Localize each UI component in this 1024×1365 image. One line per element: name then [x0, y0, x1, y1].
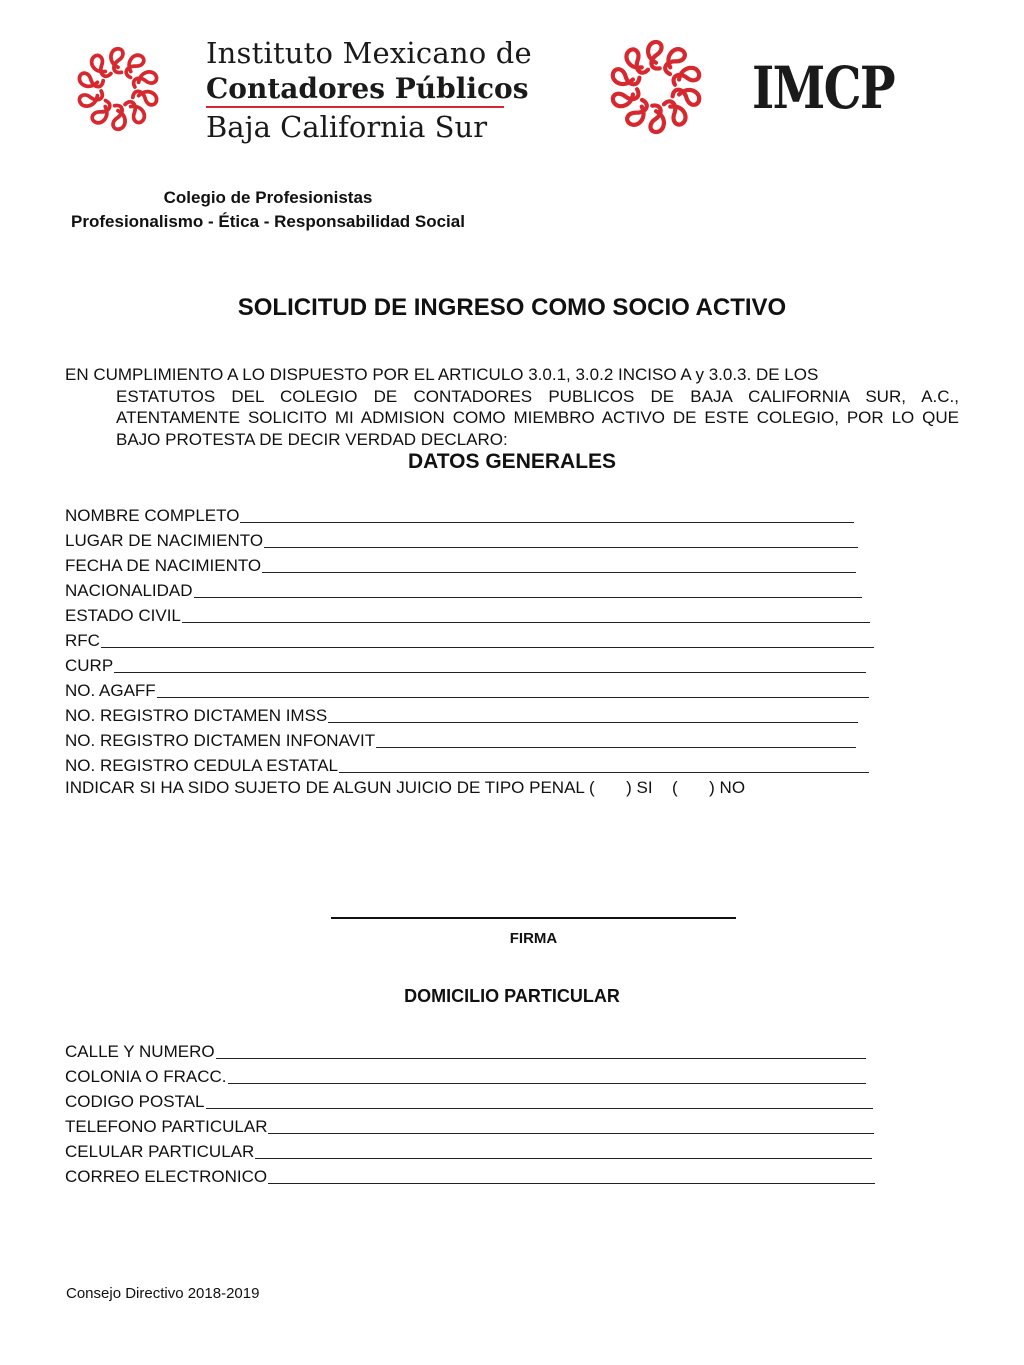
- field-row-fecha-nacimiento: [65, 554, 856, 576]
- field-row-estado-civil: [65, 604, 870, 626]
- penal-no-label: ) NO: [709, 778, 746, 797]
- field-row-codigo-postal: [65, 1090, 873, 1112]
- field-line-nacionalidad[interactable]: [194, 581, 862, 598]
- field-row-nacionalidad: [65, 579, 862, 601]
- field-line-fecha-nacimiento[interactable]: [262, 556, 856, 573]
- field-row-celular: [65, 1140, 872, 1162]
- field-line-dictamen-infonavit[interactable]: [376, 731, 856, 748]
- field-line-colonia[interactable]: [228, 1067, 866, 1084]
- field-row-rfc: [65, 629, 874, 651]
- field-row-lugar-nacimiento: [65, 529, 858, 551]
- penal-si-label: ) SI: [626, 778, 653, 797]
- field-label: CALLE Y NUMERO: [65, 1042, 215, 1061]
- imcp-acronym: IMCP: [752, 54, 894, 122]
- section-heading-datos-generales: DATOS GENERALES: [407, 450, 617, 473]
- institute-name-line2: Contadores Públicos: [206, 72, 529, 105]
- signature-label: FIRMA: [509, 930, 558, 947]
- field-line-nombre[interactable]: [240, 506, 854, 523]
- field-row-dictamen-imss: [65, 704, 858, 726]
- field-label: CURP: [65, 656, 114, 675]
- field-row-colonia: [65, 1065, 866, 1087]
- field-label: FECHA DE NACIMIENTO: [65, 556, 262, 575]
- field-label: CODIGO POSTAL: [65, 1092, 205, 1111]
- field-row-correo: [65, 1165, 875, 1187]
- field-label: COLONIA O FRACC.: [65, 1067, 227, 1086]
- field-line-curp[interactable]: [114, 656, 866, 673]
- field-line-calle[interactable]: [216, 1042, 866, 1059]
- penal-question-row: [65, 778, 745, 798]
- field-label: NACIONALIDAD: [65, 581, 193, 600]
- field-label: ESTADO CIVIL: [65, 606, 181, 625]
- institute-divider: [206, 106, 504, 108]
- field-line-codigo-postal[interactable]: [206, 1092, 873, 1109]
- section-heading-domicilio: DOMICILIO PARTICULAR: [404, 986, 620, 1006]
- field-line-celular[interactable]: [255, 1142, 872, 1159]
- footer-text: Consejo Directivo 2018-2019: [66, 1285, 260, 1302]
- field-label: LUGAR DE NACIMIENTO: [65, 531, 264, 550]
- field-row-agaff: [65, 679, 869, 701]
- imcp-ribbon-logo-icon: [68, 24, 168, 154]
- motto-line2: Profesionalismo - Ética - Responsabilidad Social: [71, 212, 465, 231]
- intro-first-line: EN CUMPLIMIENTO A LO DISPUESTO POR EL ARTICULO 3.0.1, 3.0.2 INCISO A y 3.0.3. DE LOS: [65, 365, 819, 384]
- field-label: RFC: [65, 631, 100, 650]
- intro-paragraph: [65, 364, 959, 450]
- field-line-rfc[interactable]: [101, 631, 874, 648]
- field-line-dictamen-imss[interactable]: [328, 706, 858, 723]
- field-label: CORREO ELECTRONICO: [65, 1167, 268, 1186]
- field-row-calle: [65, 1040, 866, 1062]
- institute-name-line3: Baja California Sur: [206, 110, 488, 144]
- imcp-ribbon-logo-icon: [600, 28, 712, 146]
- field-label: TELEFONO PARTICULAR: [65, 1117, 268, 1136]
- field-row-telefono: [65, 1115, 874, 1137]
- penal-no-open: (: [672, 778, 678, 797]
- field-label: NO. REGISTRO CEDULA ESTATAL: [65, 756, 338, 775]
- field-line-estado-civil[interactable]: [182, 606, 870, 623]
- field-label: NO. REGISTRO DICTAMEN IMSS: [65, 706, 328, 725]
- field-label: CELULAR PARTICULAR: [65, 1142, 255, 1161]
- signature-line[interactable]: [331, 917, 736, 919]
- motto-line1: Colegio de Profesionistas: [163, 188, 373, 207]
- intro-rest: ESTATUTOS DEL COLEGIO DE CONTADORES PUBLICOS DE BAJA CALIFORNIA SUR, A.C., ATENTAMENTE SOLICITO MI ADMISION COMO MIEMBRO ACTIVO DE ESTE COLEGIO, POR LO QUE BAJO PROTESTA DE DECIR VERDAD DECLARO:: [116, 386, 959, 449]
- field-line-correo[interactable]: [268, 1167, 875, 1184]
- field-line-cedula-estatal[interactable]: [339, 756, 869, 773]
- field-line-lugar-nacimiento[interactable]: [264, 531, 858, 548]
- field-label: NO. REGISTRO DICTAMEN INFONAVIT: [65, 731, 376, 750]
- institute-name-line1: Instituto Mexicano de: [206, 36, 532, 70]
- field-row-nombre: [65, 504, 854, 526]
- page-title: SOLICITUD DE INGRESO COMO SOCIO ACTIVO: [237, 294, 787, 321]
- field-row-dictamen-infonavit: [65, 729, 856, 751]
- penal-question-text: INDICAR SI HA SIDO SUJETO DE ALGUN JUICIO DE TIPO PENAL (: [65, 778, 595, 797]
- field-line-telefono[interactable]: [268, 1117, 874, 1134]
- field-label: NOMBRE COMPLETO: [65, 506, 240, 525]
- field-line-agaff[interactable]: [157, 681, 869, 698]
- field-row-curp: [65, 654, 866, 676]
- field-label: NO. AGAFF: [65, 681, 156, 700]
- field-row-cedula-estatal: [65, 754, 869, 776]
